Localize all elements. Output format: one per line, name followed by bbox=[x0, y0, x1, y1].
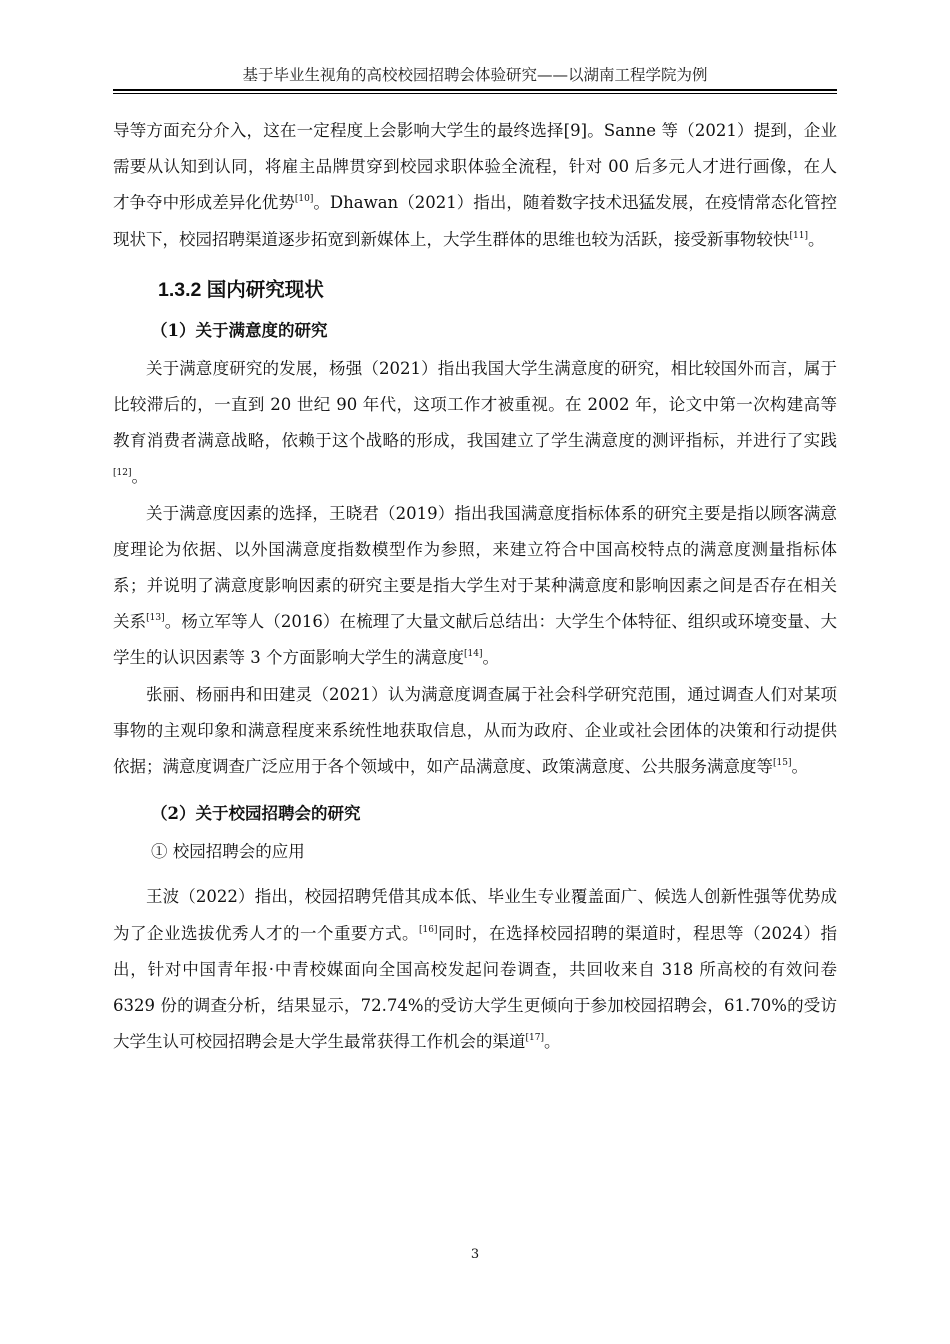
paragraph-satisfaction-development bbox=[113, 351, 837, 496]
paragraph-text: 王波（2022）指出，校园招聘凭借其成本低、毕业生专业覆盖面广、候选人创新性强等优势成为了企业选拔优秀人才的一个重要方式。 bbox=[113, 887, 837, 943]
citation-ref: [12] bbox=[113, 468, 132, 479]
paragraph-job-fair-application bbox=[113, 879, 837, 1060]
citation-ref: [13] bbox=[146, 613, 165, 624]
header-rule-thin bbox=[113, 93, 837, 94]
paragraph-text: 同时，在选择校园招聘的渠道时，程思等（2024）指出，针对中国青年报·中青校媒面向全国高校发起问卷调查，共回收来自 318 所高校的有效问卷 6329 份的调查分析，结果显示，72.74%的受访大学生更倾向于参加校园招聘会，61.70%的受访大学生认可校园招聘会是大学生最常获得工作机会的渠道 bbox=[113, 923, 837, 1052]
subsection-heading-job-fair: （2）关于校园招聘会的研究 bbox=[151, 804, 361, 824]
paragraph-text: 导等方面充分介入，这在一定程度上会影响大学生的最终选择[9]。Sanne 等（2021）提到，企业需要从认知到认同，将雇主品牌贯穿到校园求职体验全流程，针对 00 后多元人才进行画像，在人才争夺中形成差异化优势 bbox=[113, 121, 837, 213]
paragraph-end: 。 bbox=[543, 1032, 561, 1052]
paragraph-text: 张丽、杨丽冉和田建灵（2021）认为满意度调查属于社会科学研究范围，通过调查人们对某项事物的主观印象和满意程度来系统性地获取信息，从而为政府、企业或社会团体的决策和行动提供依据；满意度调查广泛应用于各个领域中，如产品满意度、政策满意度、公共服务满意度等 bbox=[113, 684, 837, 777]
paragraph-satisfaction-factors bbox=[113, 496, 837, 677]
citation-ref: [15] bbox=[773, 758, 792, 769]
paragraph-satisfaction-survey bbox=[113, 677, 837, 786]
paragraph-end: 。 bbox=[791, 757, 808, 777]
running-header: 基于毕业生视角的高校校园招聘会体验研究——以湖南工程学院为例 bbox=[242, 66, 708, 84]
paragraph-text: 关于满意度研究的发展，杨强（2021）指出我国大学生满意度的研究，相比较国外而言，属于比较滞后的，一直到 20 世纪 90 年代，这项工作才被重视。在 2002 年，论文中第一次构建高等教育消费者满意战略，依赖于这个战略的形成，我国建立了学生满意度的测评指标，并进行了实践 bbox=[113, 358, 837, 451]
paragraph-text: 。Dhawan（2021）指出，随着数字技术迅猛发展，在疫情常态化管控现状下，校园招聘渠道逐步拓宽到新媒体上，大学生群体的思维也较为活跃，接受新事物较快 bbox=[113, 193, 837, 249]
subsection-heading-satisfaction: （1）关于满意度的研究 bbox=[151, 320, 328, 340]
paragraph-text: 。杨立军等人（2016）在梳理了大量文献后总结出：大学生个体特征、组织或环境变量、大学生的认识因素等 3 个方面影响大学生的满意度 bbox=[113, 612, 837, 668]
header-rule-thick bbox=[113, 89, 837, 91]
citation-ref: [16] bbox=[419, 924, 438, 935]
paragraph-end: 。 bbox=[482, 648, 499, 668]
section-heading: 1.3.2 国内研究现状 bbox=[158, 278, 324, 301]
citation-ref: [17] bbox=[525, 1033, 544, 1044]
citation-ref: [10] bbox=[294, 194, 314, 205]
subsubsection-heading-application: ① 校园招聘会的应用 bbox=[151, 842, 305, 862]
paragraph-end: 。 bbox=[131, 467, 148, 487]
citation-ref: [14] bbox=[464, 649, 483, 660]
main-text bbox=[113, 113, 837, 1060]
citation-ref: [11] bbox=[789, 230, 808, 241]
page-number: 3 bbox=[470, 1247, 480, 1262]
paragraph-continued bbox=[113, 113, 837, 258]
paragraph-end: 。 bbox=[807, 229, 825, 249]
paragraph-text: 关于满意度因素的选择，王晓君（2019）指出我国满意度指标体系的研究主要是指以顾客满意度理论为依据、以外国满意度指数模型作为参照，来建立符合中国高校特点的满意度测量指标体系；并说明了满意度影响因素的研究主要是指大学生对于某种满意度和影响因素之间是否存在相关关系 bbox=[113, 503, 837, 632]
